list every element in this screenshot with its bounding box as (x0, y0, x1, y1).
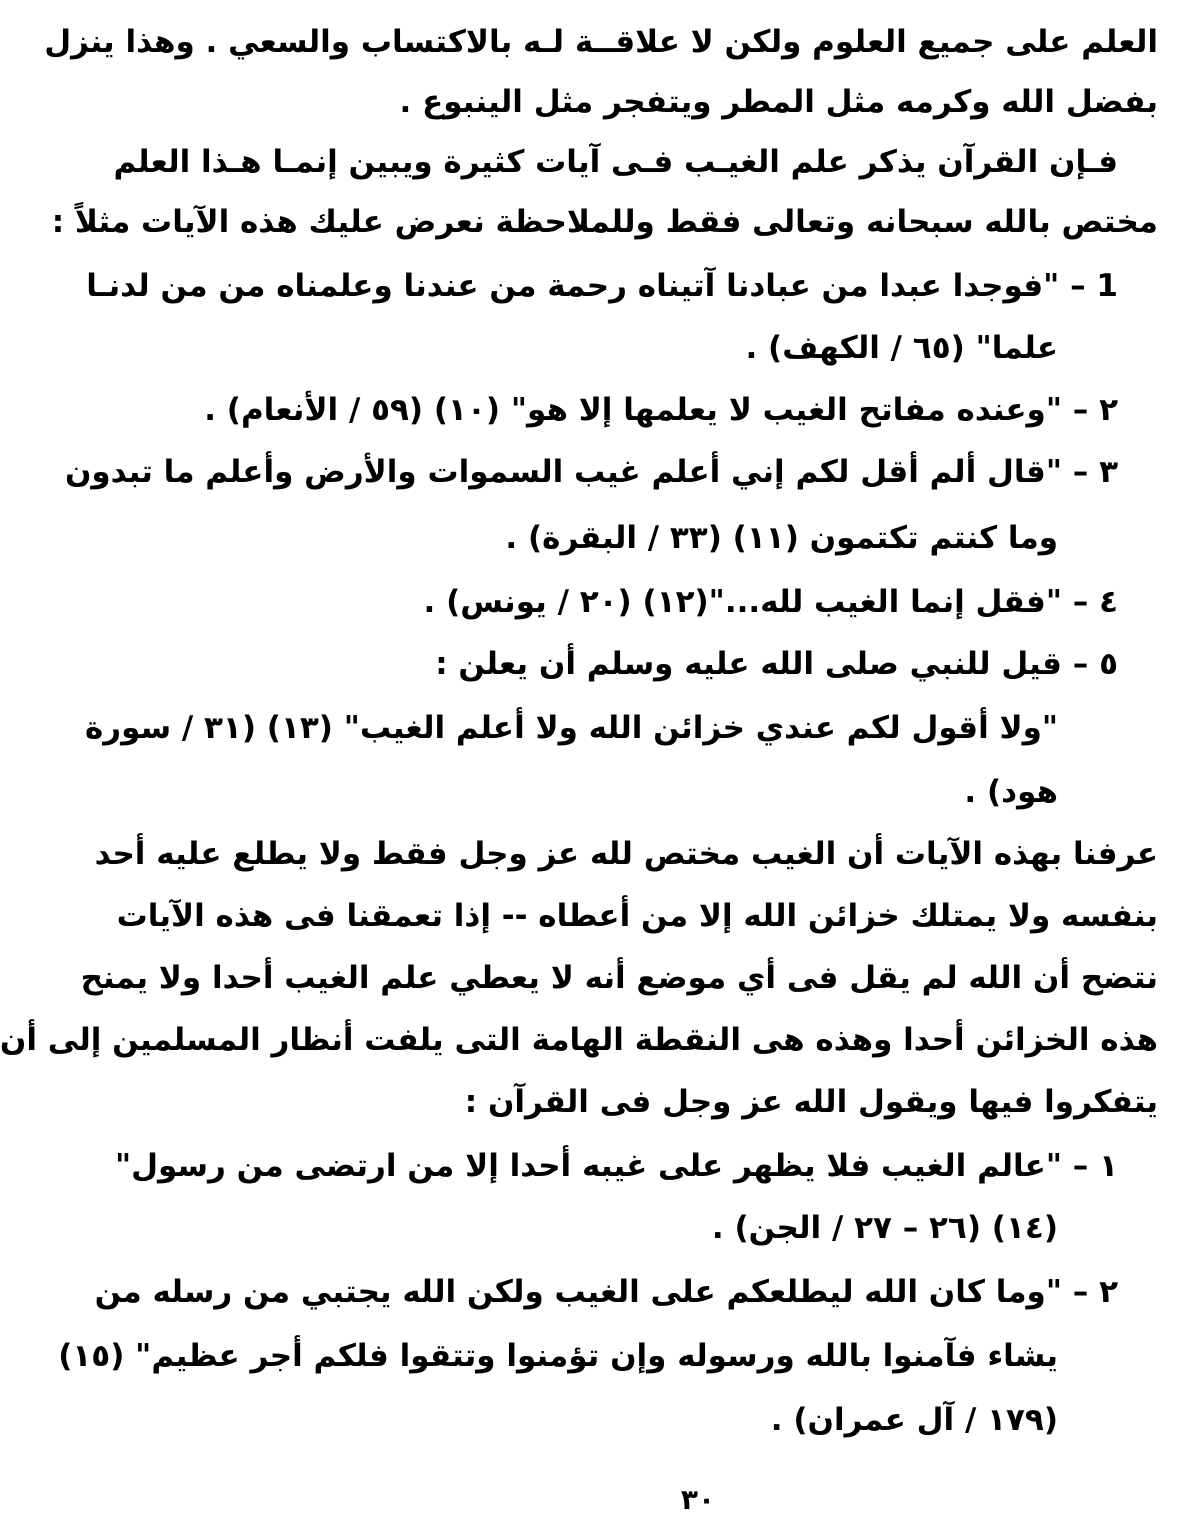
page-number: ٣٠ (680, 1483, 716, 1516)
text-line: (١٧٩ / آل عمران) . (770, 1402, 1058, 1438)
text-line: وما كنتم تكتمون (١١) (٣٣ / البقرة) . (505, 520, 1058, 556)
text-line: بنفسه ولا يمتلك خزائن الله إلا من أعطاه -- إذا تعمقنا فى هذه الآيات (116, 898, 1158, 934)
text-line: علما" (٦٥ / الكهف) . (745, 330, 1058, 366)
text-line: فـإن القرآن يذكر علم الغيـب فـى آيات كثيرة ويبين إنمـا هـذا العلم (113, 144, 1118, 180)
list-item: ١ – "عالم الغيب فلا يظهر على غيبه أحدا إلا من ارتضى من رسول" (114, 1148, 1118, 1184)
text-line: "ولا أقول لكم عندي خزائن الله ولا أعلم الغيب" (١٣) (٣١ / سورة (84, 710, 1058, 746)
list-item: ٣ – "قال ألم أقل لكم إني أعلم غيب السموات والأرض وأعلم ما تبدون (64, 454, 1118, 490)
text-line: يتفكروا فيها ويقول الله عز وجل فى القرآن : (464, 1084, 1158, 1120)
list-item: ٤ – "فقل إنما الغيب لله..."(١٢) (٢٠ / يونس) . (423, 584, 1118, 620)
list-item: ٥ – قيل للنبي صلى الله عليه وسلم أن يعلن : (435, 646, 1118, 682)
text-line: عرفنا بهذه الآيات أن الغيب مختص لله عز وجل فقط ولا يطلع عليه أحد (94, 836, 1158, 872)
list-item: 1 – "فوجدا عبدا من عبادنا آتيناه رحمة من عندنا وعلمناه من من لدنـا (86, 268, 1118, 304)
text-line: نتضح أن الله لم يقل فى أي موضع أنه لا يعطي علم الغيب أحدا ولا يمنح (80, 960, 1158, 996)
text-line: يشاء فآمنوا بالله ورسوله وإن تؤمنوا وتتقوا فلكم أجر عظيم" (١٥) (58, 1338, 1058, 1374)
text-line: العلم على جميع العلوم ولكن لا علاقــة لـه بالاكتساب والسعي . وهذا ينزل (44, 24, 1158, 60)
list-item: ٢ – "وما كان الله ليطلعكم على الغيب ولكن الله يجتبي من رسله من (94, 1274, 1118, 1310)
list-item: ٢ – "وعنده مفاتح الغيب لا يعلمها إلا هو" (١٠) (٥٩ / الأنعام) . (204, 392, 1118, 428)
text-line: هذه الخزائن أحدا وهذه هى النقطة الهامة التى يلفت أنظار المسلمين إلى أن (0, 1022, 1158, 1058)
text-line: بفضل الله وكرمه مثل المطر ويتفجر مثل الينبوع . (399, 84, 1158, 120)
text-line: (١٤) (٢٦ – ٢٧ / الجن) . (711, 1210, 1058, 1246)
text-line: مختص بالله سبحانه وتعالى فقط وللملاحظة نعرض عليك هذه الآيات مثلاً : (51, 204, 1158, 240)
text-line: هود) . (964, 774, 1058, 810)
